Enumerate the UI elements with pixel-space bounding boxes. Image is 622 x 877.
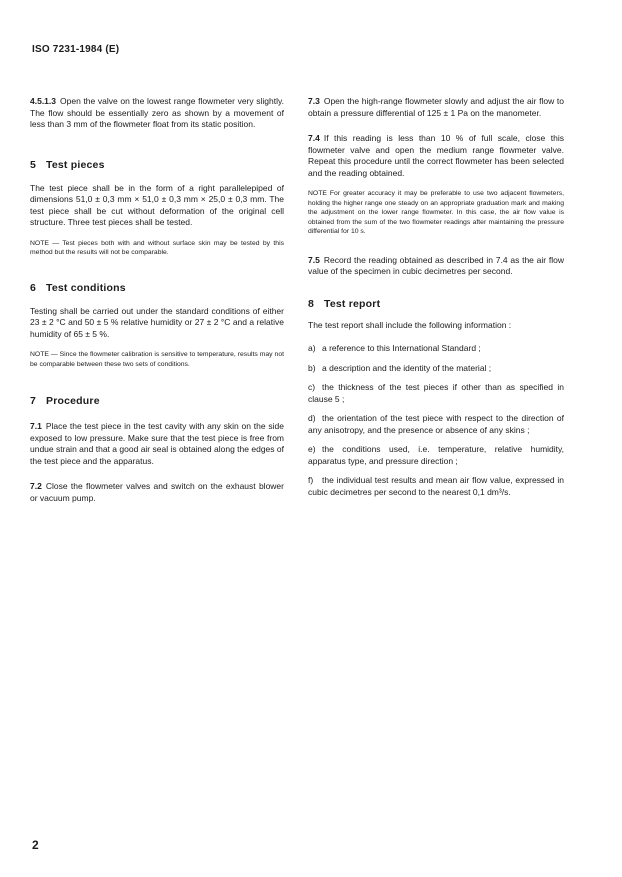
list-item-label: e) [308,444,316,454]
list-item-label: a) [308,343,316,353]
clause-text: Open the high-range flowmeter slowly and adjust the air flow to obtain a pressure differential of 125 ± 1 Pa on the manometer. [308,96,564,118]
list-item-text: a description and the identity of the material ; [322,362,492,373]
section-8-heading [308,298,564,310]
list-item [308,475,564,498]
clause-number: 7.2 [30,481,42,491]
clause-text: Place the test piece in the test cavity with any skin on the side exposed to low pressure. Make sure that the test piece is free from undue strain and that a good air seal is obtained along the edges of the test piece and the apparatus. [30,421,284,466]
clause-text: Close the flowmeter valves and switch on the exhaust blower or vacuum pump. [30,481,284,503]
section-6-heading [30,282,284,294]
clause-4-5-1-3 [30,96,284,131]
section-title: Test conditions [46,281,126,294]
list-item-label: f) [308,475,314,485]
list-item-text: the conditions used, i.e. temperature, relative humidity, apparatus type, and pressure direction ; [308,444,564,466]
clause-number: 4.5.1.3 [30,96,56,106]
section-title: Test report [324,297,381,310]
list-item [308,382,564,405]
list-item [308,444,564,467]
clause-number: 7.1 [30,421,42,431]
clause-7-1 [30,421,284,467]
left-column [30,96,284,504]
page-number: 2 [32,838,39,852]
clause-text: Open the valve on the lowest range flowmeter very slightly. The flow should be essentially zero as shown by a movement of less than 3 mm of the flowmeter float from its static position. [30,96,284,129]
right-column [308,96,564,498]
section-8-intro: The test report shall include the following information : [308,319,512,330]
section-5-text: The test piece shall be in the form of a right parallelepiped of dimensions 51,0 ± 0,3 mm × 51,0 ± 0,3 mm × 25,0 ± 0,3 mm. The test piece shall be cut without deformation of the original cell structure. Three test pieces shall be tested. [30,182,284,227]
section-title: Test pieces [46,158,105,171]
section-6-text: Testing shall be carried out under the standard conditions of either 23 ± 2 °C and 50 ± 5 % relative humidity or 27 ± 2 °C and a relative humidity of 65 ± 5 %. [30,305,284,339]
section-7-heading [30,395,284,407]
clause-7-3 [308,96,564,119]
document-header: ISO 7231-1984 (E) [32,44,120,55]
clause-7-2 [30,481,284,504]
clause-text: Record the reading obtained as described in 7.4 as the air flow value of the specimen in cubic decimetres per second. [308,254,564,276]
clause-7-4 [308,133,564,179]
clause-text: If this reading is less than 10 % of full scale, close this flowmeter valve and open the medium range flowmeter valve. Repeat this procedure until the correct flowmeter has been selected and the reading obtained. [308,133,564,178]
section-5-note: NOTE — Test pieces both with and without surface skin may be tested by this method but the results will not be comparable. [30,239,284,256]
clause-7-5 [308,255,564,278]
section-number: 8 [308,297,315,310]
list-item [308,413,564,436]
section-5-heading [30,159,284,171]
list-item-label: c) [308,382,316,392]
clause-number: 7.5 [308,254,320,265]
list-item [308,363,564,375]
section-title: Procedure [46,395,100,407]
section-number: 7 [30,395,37,407]
section-number: 5 [30,158,37,171]
list-item-label: d) [308,413,316,423]
list-item [308,343,564,355]
clause-7-4-note: NOTE For greater accuracy it may be preferable to use two adjacent flowmeters, holding the higher range one steady on an appropriate graduation mark and making the adjustment on the lower range flowmeter. In this case, the air flow value is obtained from the sum of the two flowmeter readings after maintaining the pressure differential for 10 s. [308,190,564,235]
list-item-text: the thickness of the test pieces if other than as specified in clause 5 ; [308,382,564,404]
list-item-text: the individual test results and mean air flow value, expressed in cubic decimetres per second to the nearest 0,1 dm³/s. [308,475,564,497]
clause-number: 7.4 [308,133,320,143]
section-number: 6 [30,281,37,294]
clause-number: 7.3 [308,96,320,106]
list-item-text: a reference to this International Standard ; [322,343,481,353]
list-item-label: b) [308,362,316,373]
list-item-text: the orientation of the test piece with respect to the direction of any anisotropy, and the presence or absence of any skins ; [308,413,564,435]
section-6-note: NOTE — Since the flowmeter calibration is sensitive to temperature, results may not be comparable between these two sets of conditions. [30,351,284,368]
